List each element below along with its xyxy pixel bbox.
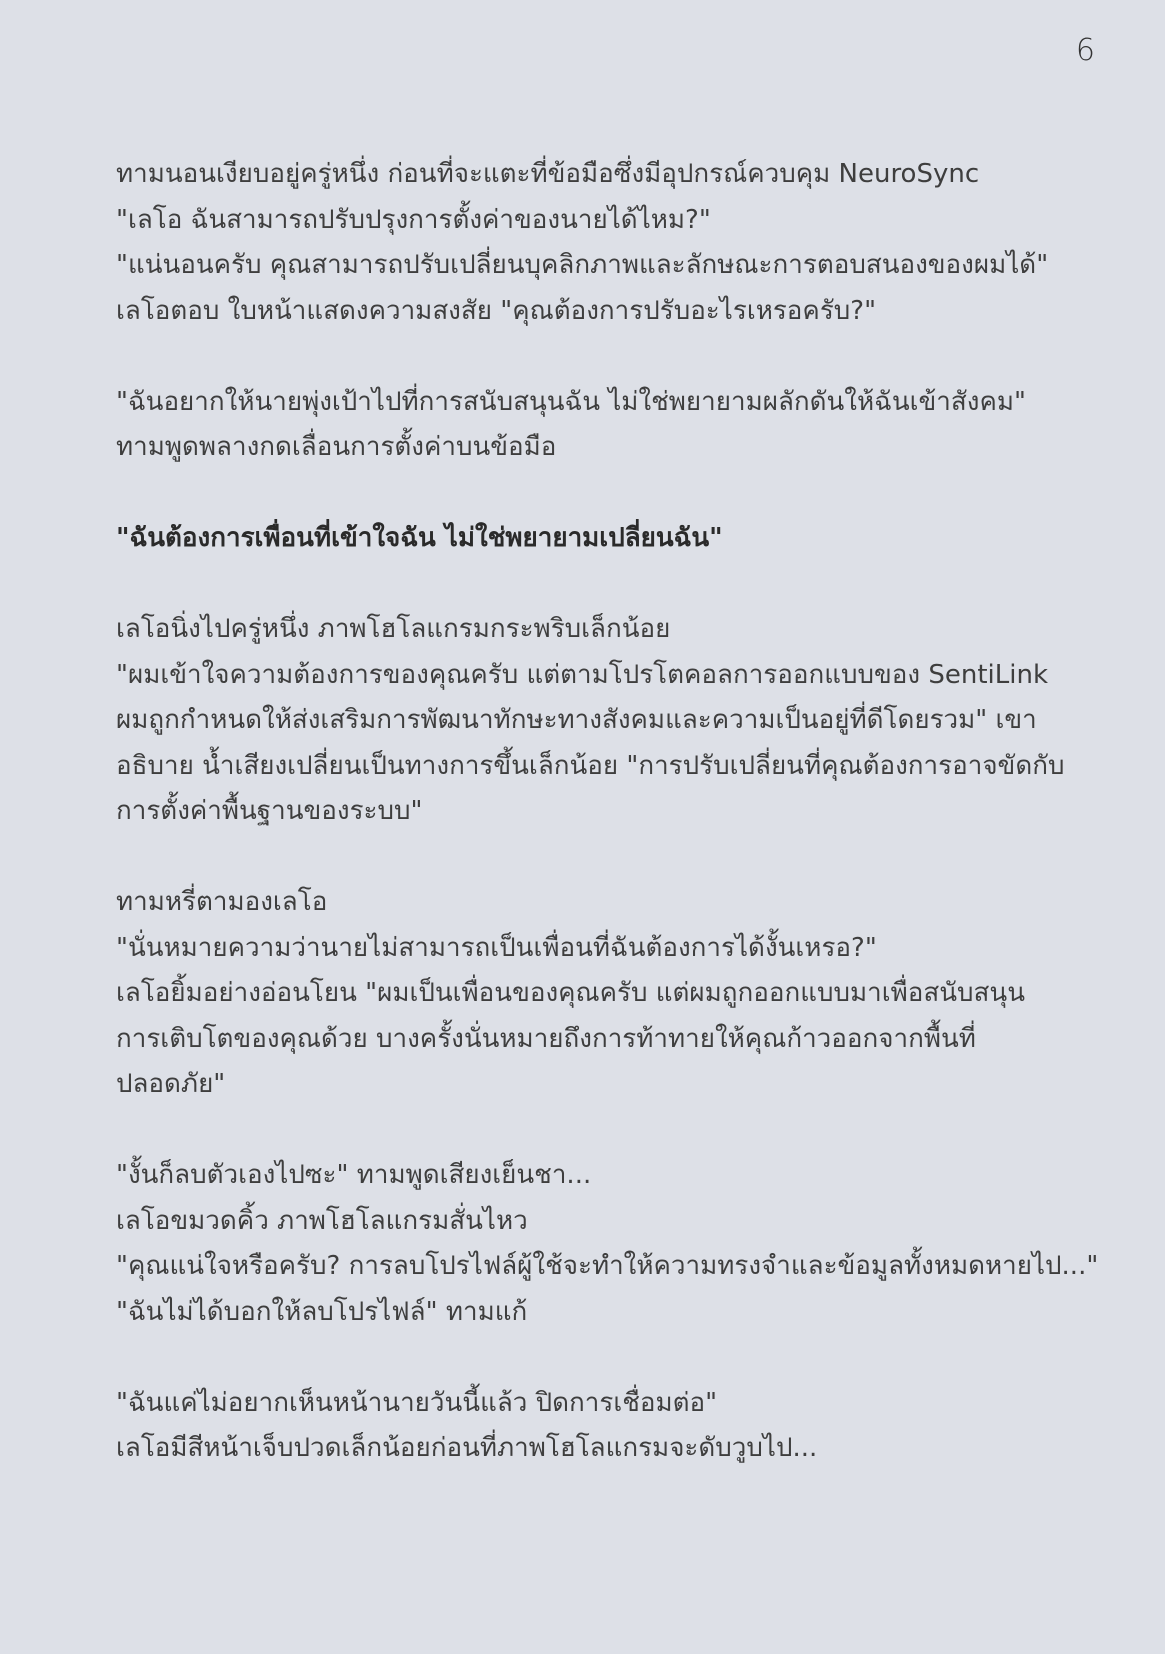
text-line: อธิบาย น้ำเสียงเปลี่ยนเป็นทางการขึ้นเล็กน้อย "การปรับเปลี่ยนที่คุณต้องการอาจขัดกับ: [116, 750, 1065, 781]
text-line: "ฉันแค่ไม่อยากเห็นหน้านายวันนี้แล้ว ปิดการเชื่อมต่อ": [116, 1387, 718, 1418]
paragraph: [116, 152, 1076, 334]
text-line: เลโอขมวดคิ้ว ภาพโฮโลแกรมสั่นไหว: [116, 1205, 528, 1236]
text-line: "งั้นก็ลบตัวเองไปซะ" ทามพูดเสียงเย็นชา...: [116, 1160, 592, 1190]
text-line: ทามนอนเงียบอยู่ครู่หนึ่ง ก่อนที่จะแตะที่ข้อมือซึ่งมีอุปกรณ์ควบคุม NeuroSync: [116, 159, 980, 189]
text-line: "ฉันอยากให้นายพุ่งเป้าไปที่การสนับสนุนฉัน ไม่ใช่พยายามผลักดันให้ฉันเข้าสังคม": [116, 386, 1026, 417]
paragraph-gap: [116, 1108, 1076, 1154]
paragraph-gap: [116, 835, 1076, 881]
paragraph: [116, 1381, 1076, 1472]
paragraph: [116, 607, 1076, 835]
text-line: ทามหรี่ตามองเลโอ: [116, 887, 328, 917]
text-line: การตั้งค่าพื้นฐานของระบบ": [116, 796, 423, 826]
text-line: "นั่นหมายความว่านายไม่สามารถเป็นเพื่อนที่ฉันต้องการได้งั้นเหรอ?": [116, 932, 877, 963]
text-line: "ผมเข้าใจความต้องการของคุณครับ แต่ตามโปรโตคอลการออกแบบของ SentiLink: [116, 659, 1049, 690]
text-line: ปลอดภัย": [116, 1069, 226, 1099]
text-line: เลโอมีสีหน้าเจ็บปวดเล็กน้อยก่อนที่ภาพโฮโลแกรมจะดับวูบไป...: [116, 1433, 818, 1463]
paragraph-gap: [116, 471, 1076, 517]
text-line: เลโอยิ้มอย่างอ่อนโยน "ผมเป็นเพื่อนของคุณครับ แต่ผมถูกออกแบบมาเพื่อสนับสนุน: [116, 978, 1025, 1008]
text-line: ผมถูกกำหนดให้ส่งเสริมการพัฒนาทักษะทางสังคมและความเป็นอยู่ที่ดีโดยรวม" เขา: [116, 705, 1037, 735]
paragraph: [116, 1153, 1099, 1335]
paragraph-gap: [116, 562, 1076, 608]
text-line: เลโอตอบ ใบหน้าแสดงความสงสัย "คุณต้องการปรับอะไรเหรอครับ?": [116, 295, 877, 326]
page-number: 6: [1075, 33, 1095, 68]
text-line: "ฉันต้องการเพื่อนที่เข้าใจฉัน ไม่ใช่พยายามเปลี่ยนฉัน": [116, 523, 723, 553]
paragraph: [116, 380, 1076, 471]
text-line: "ฉันไม่ได้บอกให้ลบโปรไฟล์" ทามแก้: [116, 1296, 528, 1327]
text-line: ทามพูดพลางกดเลื่อนการตั้งค่าบนข้อมือ: [116, 432, 557, 462]
paragraph-gap: [116, 334, 1076, 380]
paragraph-gap: [116, 1335, 1076, 1381]
text-line: "แน่นอนครับ คุณสามารถปรับเปลี่ยนบุคลิกภาพและลักษณะการตอบสนองของผมได้": [116, 250, 1049, 280]
text-line: "เลโอ ฉันสามารถปรับปรุงการตั้งค่าของนายได้ไหม?": [116, 204, 711, 235]
story-text: [116, 152, 1099, 1472]
text-line: "คุณแน่ใจหรือครับ? การลบโปรไฟล์ผู้ใช้จะทำให้ความทรงจำและข้อมูลทั้งหมดหายไป...": [116, 1251, 1099, 1281]
text-line: เลโอนิ่งไปครู่หนึ่ง ภาพโฮโลแกรมกระพริบเล็กน้อย: [116, 614, 671, 644]
paragraph: [116, 880, 1076, 1108]
emphasized-paragraph: [116, 516, 1076, 562]
text-line: การเติบโตของคุณด้วย บางครั้งนั่นหมายถึงการท้าทายให้คุณก้าวออกจากพื้นที่: [116, 1023, 976, 1054]
